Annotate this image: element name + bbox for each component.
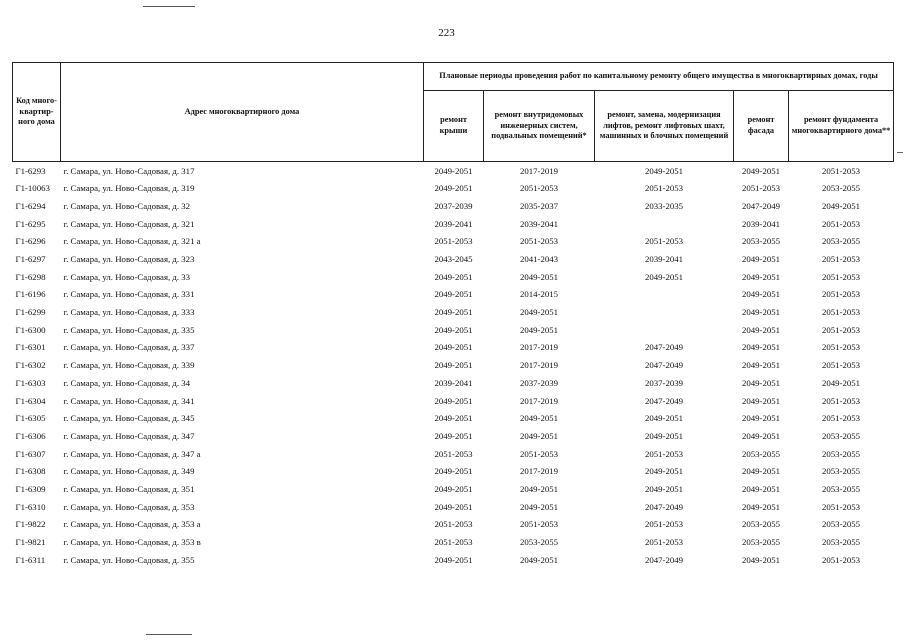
house-code: Г1-6196: [15, 289, 46, 300]
facade-period: 2049-2051: [741, 483, 781, 494]
house-code: Г1-6295: [15, 218, 46, 229]
facade-period: 2049-2051: [741, 501, 781, 512]
roof-period: 2037-2039: [434, 200, 473, 211]
facade-period: 2049-2051: [741, 324, 781, 335]
house-code: Г1-9821: [15, 537, 46, 547]
lifts-period: 2049-2051: [644, 483, 684, 494]
roof-period: 2049-2051: [434, 413, 473, 424]
table-row: [13, 357, 894, 375]
address: г. Самара, ул. Ново-Садовая, д. 32: [63, 200, 191, 211]
address: г. Самара, ул. Ново-Садовая, д. 355: [63, 554, 195, 565]
facade-period: 2049-2051: [741, 360, 781, 371]
roof-period: 2043-2045: [434, 254, 473, 264]
page-number: 223: [438, 27, 455, 39]
lifts-period: 2051-2053: [644, 183, 684, 194]
lifts-period: 2051-2053: [644, 537, 684, 547]
table-row: [13, 304, 894, 322]
address: г. Самара, ул. Ново-Садовая, д. 347: [63, 430, 195, 441]
table-row: [13, 498, 894, 516]
table-row: [13, 480, 894, 498]
systems-period: 2049-2051: [519, 554, 559, 565]
top-rule: [143, 6, 195, 7]
lifts-period: 2049-2051: [644, 430, 684, 441]
table-row: [13, 286, 894, 304]
facade-period: 2047-2049: [741, 200, 781, 211]
systems-period: 2017-2019: [519, 342, 559, 353]
house-code: Г1-6297: [15, 254, 46, 264]
foundation-period: 2053-2055: [821, 430, 861, 441]
foundation-period: 2051-2053: [821, 254, 861, 264]
facade-period: 2049-2051: [741, 554, 781, 565]
systems-period: 2037-2039: [519, 377, 559, 388]
lifts-period: 2051-2053: [644, 448, 684, 459]
systems-period: 2049-2051: [519, 324, 559, 335]
foundation-period: 2051-2053: [821, 395, 861, 406]
systems-period: 2051-2053: [519, 236, 559, 247]
facade-period: 2049-2051: [741, 254, 781, 264]
foundation-period: 2053-2055: [821, 448, 861, 459]
house-code: Г1-6311: [15, 554, 46, 565]
foundation-period: 2053-2055: [821, 483, 861, 494]
address: г. Самара, ул. Ново-Садовая, д. 337: [63, 342, 195, 353]
foundation-period: 2049-2051: [821, 377, 861, 388]
house-code: Г1-6300: [15, 324, 46, 335]
foundation-period: 2051-2053: [821, 554, 861, 565]
foundation-period: 2051-2053: [821, 218, 861, 229]
house-code: Г1-10063: [15, 183, 50, 194]
lifts-period: 2049-2051: [644, 413, 684, 424]
table-row: [13, 180, 894, 198]
address: г. Самара, ул. Ново-Садовая, д. 323: [63, 254, 195, 264]
house-code: Г1-6294: [15, 200, 46, 211]
systems-period: 2041-2043: [519, 254, 559, 264]
house-code: Г1-6296: [15, 236, 46, 247]
foundation-period: 2051-2053: [821, 342, 861, 353]
header-roof: ремонт крыши: [424, 91, 484, 162]
address: г. Самара, ул. Ново-Садовая, д. 317: [63, 165, 195, 176]
facade-period: 2049-2051: [741, 342, 781, 353]
systems-period: 2051-2053: [519, 183, 559, 194]
header-planned-periods: Плановые периоды проведения работ по капитальному ремонту общего имущества в многоквартирных домах, годы: [424, 63, 894, 91]
header-address: Адрес многоквартирного дома: [61, 63, 424, 162]
lifts-period: 2047-2049: [644, 342, 684, 353]
table-row: [13, 250, 894, 268]
address: г. Самара, ул. Ново-Садовая, д. 347 а: [63, 448, 201, 459]
table-row: [13, 410, 894, 428]
address: г. Самара, ул. Ново-Садовая, д. 34: [63, 377, 191, 388]
roof-period: 2049-2051: [434, 165, 473, 176]
table-row: [13, 463, 894, 481]
systems-period: 2049-2051: [519, 483, 559, 494]
systems-period: 2049-2051: [519, 307, 559, 318]
house-code: Г1-6306: [15, 430, 46, 441]
table-row: [13, 445, 894, 463]
table-row: [13, 268, 894, 286]
foundation-period: 2053-2055: [821, 519, 861, 530]
roof-period: 2039-2041: [434, 377, 473, 388]
lifts-period: 2049-2051: [644, 165, 684, 176]
table-row: [13, 339, 894, 357]
repair-schedule-table: [12, 62, 894, 569]
facade-period: 2049-2051: [741, 395, 781, 406]
roof-period: 2049-2051: [434, 324, 473, 335]
roof-period: 2049-2051: [434, 307, 473, 318]
systems-period: 2014-2015: [519, 289, 559, 300]
roof-period: 2049-2051: [434, 466, 473, 477]
house-code: Г1-9822: [15, 519, 46, 530]
table-row: [13, 162, 894, 180]
house-code: Г1-6301: [15, 342, 46, 353]
facade-period: 2051-2053: [741, 183, 781, 194]
systems-period: 2049-2051: [519, 501, 559, 512]
roof-period: 2049-2051: [434, 360, 473, 371]
address: г. Самара, ул. Ново-Садовая, д. 353: [63, 501, 195, 512]
address: г. Самара, ул. Ново-Садовая, д. 321: [63, 218, 195, 229]
header-systems: ремонт внутридомовых инженерных систем, подвальных помещений*: [484, 91, 595, 162]
table-header: [13, 63, 894, 162]
foundation-period: 2049-2051: [821, 200, 861, 211]
roof-period: 2051-2053: [434, 236, 473, 247]
foundation-period: 2051-2053: [821, 324, 861, 335]
foundation-period: 2053-2055: [821, 183, 861, 194]
house-code: Г1-6293: [15, 165, 46, 176]
address: г. Самара, ул. Ново-Садовая, д. 333: [63, 307, 195, 318]
systems-period: 2035-2037: [519, 200, 559, 211]
house-code: Г1-6304: [15, 395, 46, 406]
foundation-period: 2051-2053: [821, 307, 861, 318]
lifts-period: 2047-2049: [644, 501, 684, 512]
address: г. Самара, ул. Ново-Садовая, д. 349: [63, 466, 195, 477]
roof-period: 2049-2051: [434, 554, 473, 565]
systems-period: 2051-2053: [519, 448, 559, 459]
address: г. Самара, ул. Ново-Садовая, д. 319: [63, 183, 195, 194]
table-row: [13, 533, 894, 551]
lifts-period: 2051-2053: [644, 236, 684, 247]
systems-period: 2051-2053: [519, 519, 559, 530]
roof-period: 2049-2051: [434, 501, 473, 512]
systems-period: 2039-2041: [519, 218, 559, 229]
systems-period: 2049-2051: [519, 271, 559, 282]
table-row: [13, 551, 894, 569]
house-code: Г1-6305: [15, 413, 46, 424]
lifts-period: 2051-2053: [644, 519, 684, 530]
address: г. Самара, ул. Ново-Садовая, д. 339: [63, 360, 195, 371]
table-row: [13, 233, 894, 251]
roof-period: 2051-2053: [434, 448, 473, 459]
house-code: Г1-6302: [15, 360, 46, 371]
roof-period: 2049-2051: [434, 430, 473, 441]
facade-period: 2053-2055: [741, 236, 781, 247]
lifts-period: 2049-2051: [644, 466, 684, 477]
address: г. Самара, ул. Ново-Садовая, д. 321 а: [63, 236, 201, 247]
facade-period: 2049-2051: [741, 466, 781, 477]
lifts-period: [595, 321, 734, 339]
house-code: Г1-6303: [15, 377, 46, 388]
address: г. Самара, ул. Ново-Садовая, д. 351: [63, 483, 195, 494]
facade-period: 2053-2055: [741, 537, 781, 547]
edge-mark: [897, 152, 903, 153]
lifts-period: 2033-2035: [644, 200, 684, 211]
lifts-period: [595, 286, 734, 304]
roof-period: 2049-2051: [434, 395, 473, 406]
bottom-rule: [146, 634, 192, 635]
address: г. Самара, ул. Ново-Садовая, д. 353 в: [63, 537, 201, 547]
lifts-period: 2047-2049: [644, 554, 684, 565]
table-row: [13, 215, 894, 233]
house-code: Г1-6309: [15, 483, 46, 494]
roof-period: 2051-2053: [434, 537, 473, 547]
roof-period: 2039-2041: [434, 218, 473, 229]
header-code: Код много-квартир-ного дома: [13, 63, 61, 162]
roof-period: 2051-2053: [434, 519, 473, 530]
roof-period: 2049-2051: [434, 483, 473, 494]
table-row: [13, 427, 894, 445]
table-body: [13, 162, 894, 569]
foundation-period: 2051-2053: [821, 165, 861, 176]
address: г. Самара, ул. Ново-Садовая, д. 33: [63, 271, 191, 282]
house-code: Г1-6307: [15, 448, 46, 459]
systems-period: 2017-2019: [519, 165, 559, 176]
facade-period: 2049-2051: [741, 271, 781, 282]
systems-period: 2049-2051: [519, 413, 559, 424]
address: г. Самара, ул. Ново-Садовая, д. 345: [63, 413, 195, 424]
roof-period: 2049-2051: [434, 289, 473, 300]
roof-period: 2049-2051: [434, 271, 473, 282]
lifts-period: 2039-2041: [644, 254, 684, 264]
foundation-period: 2051-2053: [821, 271, 861, 282]
table-row: [13, 374, 894, 392]
lifts-period: [595, 215, 734, 233]
address: г. Самара, ул. Ново-Садовая, д. 335: [63, 324, 195, 335]
facade-period: 2049-2051: [741, 289, 781, 300]
table-row: [13, 321, 894, 339]
facade-period: 2049-2051: [741, 307, 781, 318]
table-row: [13, 197, 894, 215]
house-code: Г1-6308: [15, 466, 46, 477]
house-code: Г1-6298: [15, 271, 46, 282]
lifts-period: 2049-2051: [644, 271, 684, 282]
facade-period: 2053-2055: [741, 519, 781, 530]
foundation-period: 2051-2053: [821, 289, 861, 300]
systems-period: 2053-2055: [519, 537, 559, 547]
address: г. Самара, ул. Ново-Садовая, д. 353 а: [63, 519, 201, 530]
foundation-period: 2053-2055: [821, 537, 861, 547]
house-code: Г1-6299: [15, 307, 46, 318]
lifts-period: 2047-2049: [644, 360, 684, 371]
facade-period: 2049-2051: [741, 430, 781, 441]
facade-period: 2049-2051: [741, 377, 781, 388]
facade-period: 2039-2041: [741, 218, 781, 229]
systems-period: 2017-2019: [519, 466, 559, 477]
foundation-period: 2051-2053: [821, 413, 861, 424]
header-foundation: ремонт фундамента многоквартирного дома**: [789, 91, 894, 162]
lifts-period: 2047-2049: [644, 395, 684, 406]
foundation-period: 2053-2055: [821, 236, 861, 247]
table-row: [13, 392, 894, 410]
lifts-period: 2037-2039: [644, 377, 684, 388]
foundation-period: 2051-2053: [821, 501, 861, 512]
header-lifts: ремонт, замена, модернизация лифтов, ремонт лифтовых шахт, машинных и блочных помещений: [595, 91, 734, 162]
roof-period: 2049-2051: [434, 342, 473, 353]
table-row: [13, 516, 894, 534]
facade-period: 2049-2051: [741, 165, 781, 176]
address: г. Самара, ул. Ново-Садовая, д. 341: [63, 395, 195, 406]
house-code: Г1-6310: [15, 501, 46, 512]
systems-period: 2049-2051: [519, 430, 559, 441]
foundation-period: 2053-2055: [821, 466, 861, 477]
address: г. Самара, ул. Ново-Садовая, д. 331: [63, 289, 195, 300]
lifts-period: [595, 304, 734, 322]
facade-period: 2053-2055: [741, 448, 781, 459]
header-facade: ремонт фасада: [734, 91, 789, 162]
foundation-period: 2051-2053: [821, 360, 861, 371]
roof-period: 2049-2051: [434, 183, 473, 194]
systems-period: 2017-2019: [519, 360, 559, 371]
facade-period: 2049-2051: [741, 413, 781, 424]
systems-period: 2017-2019: [519, 395, 559, 406]
